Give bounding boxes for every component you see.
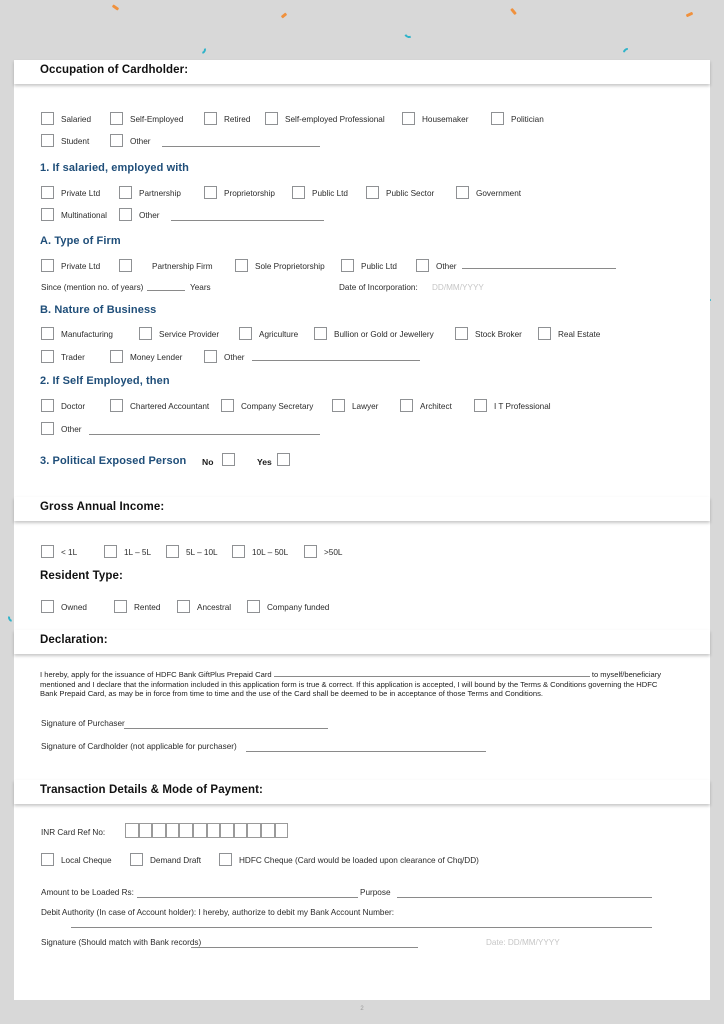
label-firm-partnership: Partnership Firm	[152, 262, 213, 271]
subsection-title-salaried: 1. If salaried, employed with	[40, 162, 189, 174]
input-line-firm-other[interactable]	[462, 268, 616, 269]
label-partnership: Partnership	[139, 189, 181, 198]
checkbox-agriculture[interactable]	[239, 327, 252, 340]
checkbox-manufacturing[interactable]	[41, 327, 54, 340]
label-resident-ancestral: Ancestral	[197, 603, 232, 612]
checkbox-pep-yes[interactable]	[277, 453, 290, 466]
checkbox-architect[interactable]	[400, 399, 413, 412]
label-government: Government	[476, 189, 522, 198]
label-public-sector: Public Sector	[386, 189, 435, 198]
checkbox-politician[interactable]	[491, 112, 504, 125]
checkbox-chartered-accountant[interactable]	[110, 399, 123, 412]
card-ref-char-box[interactable]	[179, 823, 193, 838]
checkbox-firm-public-ltd[interactable]	[341, 259, 354, 272]
checkbox-money-lender[interactable]	[110, 350, 123, 363]
label-pep-yes: Yes	[257, 457, 272, 467]
label-proprietorship: Proprietorship	[224, 189, 275, 198]
label-hdfc-cheque: HDFC Cheque (Card would be loaded upon clearance of Chq/DD)	[239, 856, 479, 865]
section-body-declaration	[14, 654, 710, 780]
input-line-self-employed-other[interactable]	[89, 434, 320, 435]
label-resident-rented: Rented	[134, 603, 161, 612]
declaration-text-part1: I hereby, apply for the issuance of HDFC Bank GiftPlus Prepaid Card	[40, 670, 272, 679]
label-transaction-date: Date: DD/MM/YYYY	[486, 938, 560, 947]
checkbox-firm-sole-proprietorship[interactable]	[235, 259, 248, 272]
label-politician: Politician	[511, 115, 544, 124]
subsection-title-political-exposed-person: 3. Political Exposed Person	[40, 455, 187, 467]
section-header-occupation	[14, 60, 710, 84]
label-signature-of-cardholder: Signature of Cardholder (not applicable for purchaser)	[41, 742, 237, 751]
section-body-transaction	[14, 804, 710, 1000]
subsection-title-type-of-firm: A. Type of Firm	[40, 235, 121, 247]
label-local-cheque: Local Cheque	[61, 856, 112, 865]
label-service-provider: Service Provider	[159, 330, 220, 339]
label-income-1l-5l: 1L – 5L	[124, 548, 152, 557]
label-income-5l-10l: 5L – 10L	[186, 548, 218, 557]
label-bullion-gold-jewellery: Bullion or Gold or Jewellery	[334, 330, 434, 339]
label-multinational: Multinational	[61, 211, 107, 220]
checkbox-salaried-other[interactable]	[119, 208, 132, 221]
checkbox-bullion-gold-jewellery[interactable]	[314, 327, 327, 340]
checkbox-government[interactable]	[456, 186, 469, 199]
label-salaried-other: Other	[139, 211, 160, 220]
checkbox-public-sector[interactable]	[366, 186, 379, 199]
card-ref-char-box[interactable]	[220, 823, 234, 838]
checkbox-self-employed[interactable]	[110, 112, 123, 125]
card-ref-char-box[interactable]	[152, 823, 166, 838]
label-signature-of-purchaser: Signature of Purchaser	[41, 719, 125, 728]
label-student: Student	[61, 137, 90, 146]
label-salaried: Salaried	[61, 115, 92, 124]
input-line-since-years[interactable]	[147, 290, 185, 291]
checkbox-self-employed-professional[interactable]	[265, 112, 278, 125]
input-line-salaried-other[interactable]	[171, 220, 324, 221]
label-signature-bank-records: Signature (Should match with Bank records)	[41, 938, 202, 947]
section-body-occupation	[14, 84, 710, 506]
label-resident-owned: Owned	[61, 603, 87, 612]
checkbox-company-secretary[interactable]	[221, 399, 234, 412]
input-line-purpose[interactable]	[397, 897, 652, 898]
label-pep-no: No	[202, 457, 214, 467]
input-line-beneficiary-name[interactable]	[274, 676, 590, 677]
subsection-title-self-employed: 2. If Self Employed, then	[40, 375, 170, 387]
checkbox-resident-company-funded[interactable]	[247, 600, 260, 613]
section-title-gross-annual-income: Gross Annual Income:	[40, 501, 165, 513]
declaration-text-part3: myself/beneficiary mentioned and I declare that the information included in this application form is true & correct. If this application is accepted, I will bound by the Terms & Conditions governing the HDFC Bank Prepaid Card, as may be in force from time to time and the use of the Card shall be deemed to be in acceptance of those Terms and Conditions.	[40, 670, 662, 699]
input-line-amount-to-be-loaded[interactable]	[137, 897, 358, 898]
checkbox-resident-ancestral[interactable]	[177, 600, 190, 613]
label-public-ltd-salaried: Public Ltd	[312, 189, 348, 198]
section-title-declaration: Declaration:	[40, 634, 108, 646]
input-line-bank-account-number[interactable]	[71, 927, 652, 928]
label-purpose: Purpose	[360, 888, 391, 897]
card-ref-char-box[interactable]	[193, 823, 207, 838]
card-ref-char-box[interactable]	[166, 823, 180, 838]
page-number: 2	[360, 1006, 364, 1012]
label-resident-company-funded: Company funded	[267, 603, 330, 612]
confetti-speck	[510, 8, 517, 15]
checkbox-income-10l-50l[interactable]	[232, 545, 245, 558]
checkbox-income-1l-5l[interactable]	[104, 545, 117, 558]
label-date-of-incorporation: Date of Incorporation:	[339, 283, 418, 292]
label-firm-sole-proprietorship: Sole Proprietorship	[255, 262, 325, 271]
checkbox-partnership[interactable]	[119, 186, 132, 199]
confetti-speck	[195, 43, 207, 55]
checkbox-multinational[interactable]	[41, 208, 54, 221]
label-real-estate: Real Estate	[558, 330, 601, 339]
section-title-resident-type: Resident Type:	[40, 570, 123, 582]
checkbox-resident-owned[interactable]	[41, 600, 54, 613]
label-doctor: Doctor	[61, 402, 86, 411]
card-ref-char-box[interactable]	[261, 823, 275, 838]
label-retired: Retired	[224, 115, 251, 124]
section-title-occupation: Occupation of Cardholder:	[40, 64, 189, 76]
checkbox-private-ltd-salaried[interactable]	[41, 186, 54, 199]
subsection-title-nature-of-business: B. Nature of Business	[40, 304, 157, 316]
checkbox-public-ltd-salaried[interactable]	[292, 186, 305, 199]
checkbox-lawyer[interactable]	[332, 399, 345, 412]
label-money-lender: Money Lender	[130, 353, 183, 362]
card-ref-char-box[interactable]	[125, 823, 139, 838]
checkbox-occupation-other[interactable]	[110, 134, 123, 147]
label-chartered-accountant: Chartered Accountant	[130, 402, 210, 411]
card-ref-char-box[interactable]	[139, 823, 153, 838]
section-header-gross-annual-income	[14, 497, 710, 521]
confetti-speck	[112, 4, 119, 10]
card-ref-char-box[interactable]	[207, 823, 221, 838]
checkbox-trader[interactable]	[41, 350, 54, 363]
checkbox-local-cheque[interactable]	[41, 853, 54, 866]
label-since-years: Since (mention no. of years)	[41, 283, 144, 292]
form-page	[14, 60, 710, 1000]
label-firm-private-ltd: Private Ltd	[61, 262, 101, 271]
label-debit-authority: Debit Authority (In case of Account holder): I hereby, authorize to debit my Bank Account Number:	[41, 908, 395, 917]
label-company-secretary: Company Secretary	[241, 402, 314, 411]
checkbox-resident-rented[interactable]	[114, 600, 127, 613]
label-it-professional: I T Professional	[494, 402, 551, 411]
input-line-signature-cardholder[interactable]	[246, 751, 486, 752]
checkbox-income-5l-10l[interactable]	[166, 545, 179, 558]
label-income-10l-50l: 10L – 50L	[252, 548, 289, 557]
label-self-employed-professional: Self-employed Professional	[285, 115, 385, 124]
checkbox-proprietorship[interactable]	[204, 186, 217, 199]
checkbox-firm-other[interactable]	[416, 259, 429, 272]
checkbox-income-gt-50l[interactable]	[304, 545, 317, 558]
confetti-speck	[403, 27, 416, 40]
label-occupation-other: Other	[130, 137, 151, 146]
card-ref-char-box[interactable]	[234, 823, 248, 838]
label-manufacturing: Manufacturing	[61, 330, 113, 339]
card-ref-char-box[interactable]	[247, 823, 261, 838]
label-architect: Architect	[420, 402, 452, 411]
section-header-declaration	[14, 630, 710, 654]
declaration-paragraph	[40, 670, 670, 699]
checkbox-self-employed-other[interactable]	[41, 422, 54, 435]
label-firm-other: Other	[436, 262, 457, 271]
checkbox-it-professional[interactable]	[474, 399, 487, 412]
label-private-ltd-salaried: Private Ltd	[61, 189, 101, 198]
label-trader: Trader	[61, 353, 85, 362]
input-line-business-other[interactable]	[252, 360, 420, 361]
checkbox-firm-partnership[interactable]	[119, 259, 132, 272]
checkbox-stock-broker[interactable]	[455, 327, 468, 340]
confetti-speck	[686, 12, 694, 18]
label-years-unit: Years	[190, 283, 211, 292]
checkbox-firm-private-ltd[interactable]	[41, 259, 54, 272]
input-line-occupation-other[interactable]	[162, 146, 320, 147]
card-ref-char-box[interactable]	[275, 823, 289, 838]
checkbox-salaried[interactable]	[41, 112, 54, 125]
label-amount-to-be-loaded: Amount to be Loaded Rs:	[41, 888, 134, 897]
section-title-transaction: Transaction Details & Mode of Payment:	[40, 784, 263, 796]
label-firm-public-ltd: Public Ltd	[361, 262, 397, 271]
checkbox-housemaker[interactable]	[402, 112, 415, 125]
checkbox-real-estate[interactable]	[538, 327, 551, 340]
label-self-employed: Self-Employed	[130, 115, 184, 124]
section-header-transaction	[14, 780, 710, 804]
label-demand-draft: Demand Draft	[150, 856, 201, 865]
label-business-other: Other	[224, 353, 245, 362]
confetti-speck	[621, 46, 634, 59]
confetti-speck	[281, 12, 288, 18]
input-line-signature-purchaser[interactable]	[124, 728, 328, 729]
checkbox-hdfc-cheque[interactable]	[219, 853, 232, 866]
label-income-gt-50l: >50L	[324, 548, 343, 557]
input-line-signature-bank-records[interactable]	[191, 947, 418, 948]
checkbox-demand-draft[interactable]	[130, 853, 143, 866]
checkbox-retired[interactable]	[204, 112, 217, 125]
label-housemaker: Housemaker	[422, 115, 469, 124]
checkbox-business-other[interactable]	[204, 350, 217, 363]
label-stock-broker: Stock Broker	[475, 330, 522, 339]
label-agriculture: Agriculture	[259, 330, 299, 339]
label-inr-card-ref-no: INR Card Ref No:	[41, 828, 106, 837]
checkbox-doctor[interactable]	[41, 399, 54, 412]
checkbox-student[interactable]	[41, 134, 54, 147]
label-lawyer: Lawyer	[352, 402, 379, 411]
checkbox-service-provider[interactable]	[139, 327, 152, 340]
checkbox-income-lt-1l[interactable]	[41, 545, 54, 558]
label-self-employed-other: Other	[61, 425, 82, 434]
declaration-text-part2: to	[591, 670, 599, 679]
input-date-of-incorporation[interactable]: DD/MM/YYYY	[432, 283, 484, 292]
label-income-lt-1l: < 1L	[61, 548, 78, 557]
checkbox-pep-no[interactable]	[222, 453, 235, 466]
